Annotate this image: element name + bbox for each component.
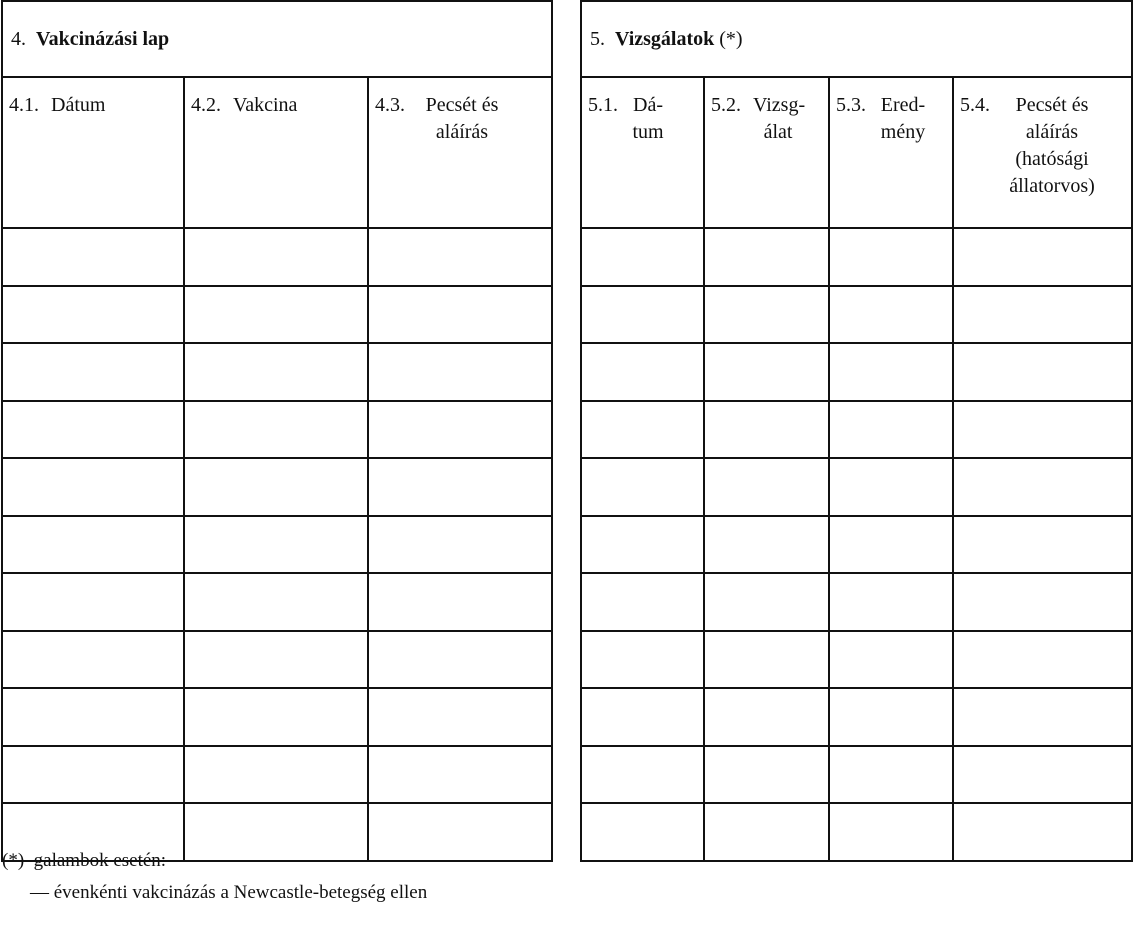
table-row — [581, 688, 1132, 746]
vaccination-title-cell — [2, 1, 552, 77]
empty-cell[interactable] — [581, 688, 704, 746]
empty-cell[interactable] — [184, 401, 368, 459]
empty-cell[interactable] — [953, 573, 1132, 631]
column-header-date: 5.1. Dá-tum — [581, 77, 704, 228]
section-title: Vakcinázási lap — [36, 27, 170, 50]
empty-cell[interactable] — [184, 573, 368, 631]
empty-cell[interactable] — [368, 631, 552, 689]
empty-cell[interactable] — [581, 343, 704, 401]
empty-cell[interactable] — [704, 228, 829, 286]
empty-cell[interactable] — [829, 688, 953, 746]
empty-cell[interactable] — [953, 228, 1132, 286]
empty-cell[interactable] — [581, 401, 704, 459]
empty-cell[interactable] — [581, 286, 704, 344]
vaccination-table — [1, 0, 553, 862]
empty-cell[interactable] — [829, 803, 953, 861]
empty-cell[interactable] — [581, 516, 704, 574]
empty-cell[interactable] — [184, 228, 368, 286]
table-row — [2, 458, 552, 516]
empty-cell[interactable] — [184, 286, 368, 344]
table-row — [581, 803, 1132, 861]
empty-cell[interactable] — [953, 688, 1132, 746]
empty-cell[interactable] — [953, 803, 1132, 861]
empty-cell[interactable] — [2, 516, 184, 574]
table-row — [581, 343, 1132, 401]
table-row — [2, 631, 552, 689]
empty-cell[interactable] — [2, 746, 184, 804]
table-row — [2, 573, 552, 631]
column-header-stamp-signature: 4.3. Pecsét és aláírás — [368, 77, 552, 228]
column-header-stamp-signature-vet: 5.4. Pecsét és aláírás (hatósági állatorvos) — [953, 77, 1132, 228]
empty-cell[interactable] — [184, 746, 368, 804]
table-row — [581, 458, 1132, 516]
footnote-marker: (*) — [719, 27, 743, 50]
table-row — [581, 516, 1132, 574]
empty-cell[interactable] — [2, 458, 184, 516]
empty-cell[interactable] — [704, 516, 829, 574]
empty-cell[interactable] — [581, 228, 704, 286]
column-header-date: 4.1. Dátum — [2, 77, 184, 228]
empty-cell[interactable] — [184, 631, 368, 689]
empty-cell[interactable] — [581, 573, 704, 631]
table-row — [581, 401, 1132, 459]
empty-cell[interactable] — [704, 573, 829, 631]
table-row — [2, 286, 552, 344]
empty-cell[interactable] — [829, 401, 953, 459]
table-row — [581, 746, 1132, 804]
empty-cell[interactable] — [829, 573, 953, 631]
table-row — [2, 688, 552, 746]
footnote: (*) galambok esetén: — [2, 850, 167, 871]
empty-cell[interactable] — [829, 631, 953, 689]
empty-cell[interactable] — [368, 401, 552, 459]
column-header-examination: 5.2. Vizsg-álat — [704, 77, 829, 228]
empty-cell[interactable] — [184, 343, 368, 401]
empty-cell[interactable] — [2, 631, 184, 689]
empty-cell[interactable] — [704, 458, 829, 516]
empty-cell[interactable] — [368, 516, 552, 574]
empty-cell[interactable] — [368, 458, 552, 516]
empty-cell[interactable] — [2, 401, 184, 459]
empty-cell[interactable] — [704, 286, 829, 344]
table-row — [581, 286, 1132, 344]
empty-cell[interactable] — [184, 803, 368, 861]
empty-cell[interactable] — [184, 516, 368, 574]
empty-cell[interactable] — [368, 803, 552, 861]
empty-cell[interactable] — [704, 688, 829, 746]
table-row — [581, 631, 1132, 689]
empty-cell[interactable] — [953, 746, 1132, 804]
empty-cell[interactable] — [829, 458, 953, 516]
table-row — [581, 228, 1132, 286]
section-number: 4. — [11, 27, 26, 50]
empty-cell[interactable] — [2, 688, 184, 746]
empty-cell[interactable] — [2, 343, 184, 401]
empty-cell[interactable] — [2, 228, 184, 286]
empty-cell[interactable] — [368, 228, 552, 286]
empty-cell[interactable] — [368, 746, 552, 804]
table-row — [2, 516, 552, 574]
column-header-result: 5.3. Ered-mény — [829, 77, 953, 228]
empty-cell[interactable] — [953, 286, 1132, 344]
empty-cell[interactable] — [581, 631, 704, 689]
empty-cell[interactable] — [368, 688, 552, 746]
empty-cell[interactable] — [184, 688, 368, 746]
empty-cell[interactable] — [829, 746, 953, 804]
empty-cell[interactable] — [704, 631, 829, 689]
empty-cell[interactable] — [953, 516, 1132, 574]
empty-cell[interactable] — [2, 286, 184, 344]
empty-cell[interactable] — [953, 401, 1132, 459]
section-title: Vizsgálatok — [615, 27, 715, 50]
empty-cell[interactable] — [368, 573, 552, 631]
examinations-title-cell — [581, 1, 1132, 77]
empty-cell[interactable] — [829, 228, 953, 286]
empty-cell[interactable] — [581, 458, 704, 516]
table-row — [2, 343, 552, 401]
footnote-item: — évenkénti vakcinázás a Newcastle-betegség ellen — [30, 882, 428, 903]
examinations-table — [580, 0, 1133, 862]
empty-cell[interactable] — [184, 458, 368, 516]
table-row — [2, 746, 552, 804]
empty-cell[interactable] — [829, 286, 953, 344]
section-number: 5. — [590, 27, 605, 50]
empty-cell[interactable] — [704, 343, 829, 401]
empty-cell[interactable] — [581, 803, 704, 861]
empty-cell[interactable] — [953, 631, 1132, 689]
empty-cell[interactable] — [704, 401, 829, 459]
empty-cell[interactable] — [829, 516, 953, 574]
empty-cell[interactable] — [368, 343, 552, 401]
empty-cell[interactable] — [704, 746, 829, 804]
empty-cell[interactable] — [953, 343, 1132, 401]
column-header-vaccine: 4.2. Vakcina — [184, 77, 368, 228]
empty-cell[interactable] — [581, 746, 704, 804]
empty-cell[interactable] — [368, 286, 552, 344]
empty-cell[interactable] — [953, 458, 1132, 516]
empty-cell[interactable] — [704, 803, 829, 861]
table-row — [2, 228, 552, 286]
table-row — [2, 401, 552, 459]
empty-cell[interactable] — [829, 343, 953, 401]
empty-cell[interactable] — [2, 573, 184, 631]
table-row — [581, 573, 1132, 631]
